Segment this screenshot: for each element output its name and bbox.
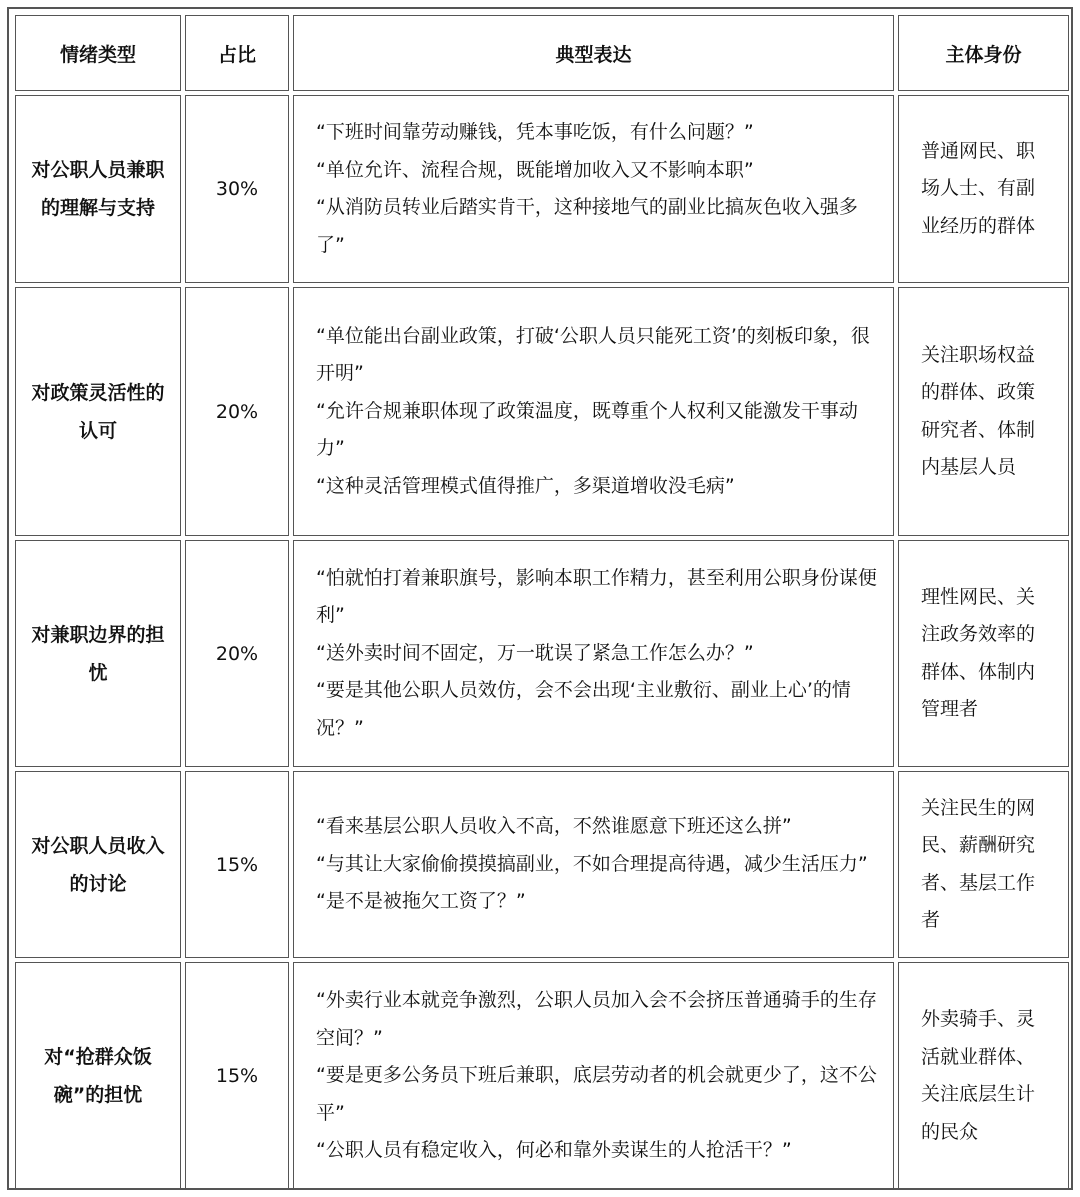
emotion-type: 对公职人员兼职的理解与支持 xyxy=(15,95,181,283)
ratio-cell: 20% xyxy=(185,287,289,536)
ratio-cell: 30% xyxy=(185,95,289,283)
quote: “与其让大家偷偷摸摸搞副业，不如合理提高待遇，减少生活压力” xyxy=(316,852,868,875)
quote: “要是更多公务员下班后兼职，底层劳动者的机会就更少了，这不公平” xyxy=(316,1064,877,1124)
quote: “这种灵活管理模式值得推广，多渠道增收没毛病” xyxy=(316,474,735,497)
quote: “单位允许、流程合规，既能增加收入又不影响本职” xyxy=(316,158,754,181)
quote: “送外卖时间不固定，万一耽误了紧急工作怎么办？” xyxy=(316,641,754,664)
expression-cell xyxy=(293,287,894,536)
quote: “允许合规兼职体现了政策温度，既尊重个人权利又能激发干事动力” xyxy=(316,399,858,460)
quote: “从消防员转业后踏实肯干，这种接地气的副业比搞灰色收入强多了” xyxy=(316,196,858,256)
emotion-type: 对兼职边界的担忧 xyxy=(15,540,181,767)
expression-cell xyxy=(293,540,894,767)
table-row xyxy=(15,771,1069,958)
quote: “是不是被拖欠工资了？” xyxy=(316,890,526,913)
quote: “下班时间靠劳动赚钱，凭本事吃饭，有什么问题？” xyxy=(316,121,754,143)
header-expression: 典型表达 xyxy=(293,15,894,91)
subject-cell: 理性网民、关注政务效率的群体、体制内管理者 xyxy=(898,540,1069,767)
header-ratio: 占比 xyxy=(185,15,289,91)
ratio-cell: 15% xyxy=(185,962,289,1190)
header-type: 情绪类型 xyxy=(15,15,181,91)
emotion-type: 对政策灵活性的认可 xyxy=(15,287,181,536)
emotion-type: 对公职人员收入的讨论 xyxy=(15,771,181,958)
table-row xyxy=(15,287,1069,536)
ratio-cell: 20% xyxy=(185,540,289,767)
subject-cell: 普通网民、职场人士、有副业经历的群体 xyxy=(898,95,1069,283)
quote: “单位能出台副业政策，打破‘公职人员只能死工资’的刻板印象，很开明” xyxy=(316,324,870,385)
sentiment-table xyxy=(11,11,1073,1194)
quote: “要是其他公职人员效仿，会不会出现‘主业敷衍、副业上心’的情况？” xyxy=(316,679,851,739)
table-frame xyxy=(7,7,1073,1190)
header-subject: 主体身份 xyxy=(898,15,1069,91)
header-row xyxy=(15,15,1069,91)
expression-cell xyxy=(293,771,894,958)
quote: “公职人员有稳定收入，何必和靠外卖谋生的人抢活干？” xyxy=(316,1139,792,1162)
expression-cell xyxy=(293,95,894,283)
ratio-cell: 15% xyxy=(185,771,289,958)
quote: “怕就怕打着兼职旗号，影响本职工作精力，甚至利用公职身份谋便利” xyxy=(316,566,877,627)
subject-cell: 关注职场权益的群体、政策研究者、体制内基层人员 xyxy=(898,287,1069,536)
table-row xyxy=(15,540,1069,767)
table-row xyxy=(15,962,1069,1190)
subject-cell: 关注民生的网民、薪酬研究者、基层工作者 xyxy=(898,771,1069,958)
quote: “看来基层公职人员收入不高，不然谁愿意下班还这么拼” xyxy=(316,815,792,838)
subject-cell: 外卖骑手、灵活就业群体、关注底层生计的民众 xyxy=(898,962,1069,1190)
table-row xyxy=(15,95,1069,283)
emotion-type: 对“抢群众饭碗”的担忧 xyxy=(15,962,181,1190)
quote: “外卖行业本就竞争激烈，公职人员加入会不会挤压普通骑手的生存空间？” xyxy=(316,989,877,1049)
expression-cell xyxy=(293,962,894,1190)
